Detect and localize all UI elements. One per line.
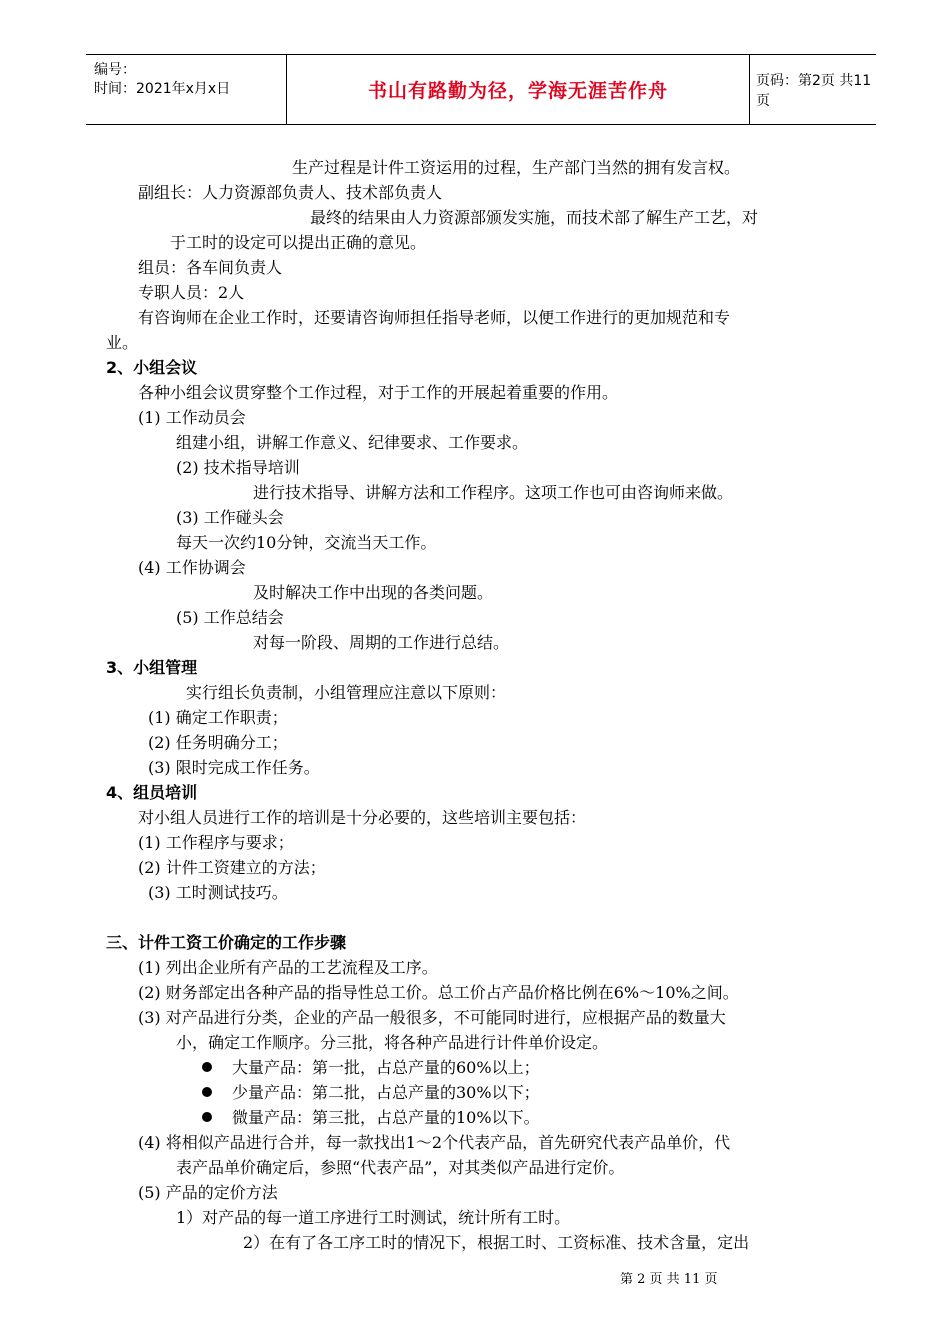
list-item: (2) 技术指导培训: [176, 458, 300, 477]
header-motto-cell: [286, 55, 750, 124]
document-number-label: 编号：: [94, 62, 136, 78]
body-line: 对小组人员进行工作的培训是十分必要的，这些培训主要包括：: [138, 808, 587, 827]
body-line: 表产品单价确定后，参照“代表产品”，对其类似产品进行定价。: [176, 1158, 625, 1177]
list-item: (5) 产品的定价方法: [138, 1183, 278, 1202]
bullet-text: 少量产品：第二批，占总产量的30%以下；: [232, 1083, 540, 1102]
body-line: 小，确定工作顺序。分三批，将各种产品进行计件单价设定。: [176, 1033, 609, 1052]
list-item: (3) 工时测试技巧。: [148, 883, 288, 902]
list-item: (2) 计件工资建立的方法；: [138, 858, 326, 877]
list-item: (1) 列出企业所有产品的工艺流程及工序。: [138, 958, 438, 977]
list-item: (2) 财务部定出各种产品的指导性总工价。总工价占产品价格比例在6%～10%之间。: [138, 983, 739, 1002]
list-item: (2) 任务明确分工；: [148, 733, 288, 752]
body-line: 组员：各车间负责人: [138, 258, 283, 277]
list-item: (5) 工作总结会: [176, 608, 284, 627]
body-line: 各种小组会议贯穿整个工作过程，对于工作的开展起着重要的作用。: [138, 383, 619, 402]
body-line: 实行组长负责制，小组管理应注意以下原则：: [186, 683, 507, 702]
bullet-text: 大量产品：第一批，占总产量的60%以上；: [232, 1058, 540, 1077]
section-heading: 4、组员培训: [106, 783, 198, 802]
list-item: (4) 工作协调会: [138, 558, 246, 577]
header-page-number: 页码：第2页 共11页: [756, 72, 872, 109]
body-line: 最终的结果由人力资源部颁发实施，而技术部了解生产工艺，对: [310, 208, 759, 227]
bullet-item: [202, 1107, 540, 1129]
page-footer: 第 2 页 共 11 页: [620, 1272, 718, 1287]
section-heading: 2、小组会议: [106, 358, 198, 377]
header-info-cell: [86, 55, 286, 124]
list-item: (1) 确定工作职责；: [148, 708, 288, 727]
body-line: 专职人员：2人: [138, 283, 245, 302]
header-page-cell: [748, 55, 876, 124]
bullet-item: [202, 1082, 540, 1104]
body-line: 业。: [106, 333, 139, 352]
bullet-icon: [202, 1112, 212, 1122]
list-item: (4) 将相似产品进行合并，每一款找出1～2个代表产品，首先研究代表产品单价，代: [138, 1133, 731, 1152]
page-header: [86, 54, 876, 125]
document-time-label: 时间：2021年x月x日: [94, 81, 231, 97]
bullet-item: [202, 1057, 540, 1079]
body-line: 生产过程是计件工资运用的过程，生产部门当然的拥有发言权。: [292, 158, 741, 177]
header-motto: 书山有路勤为径，学海无涯苦作舟: [367, 80, 668, 102]
bullet-icon: [202, 1087, 212, 1097]
list-item: (1) 工作程序与要求；: [138, 833, 294, 852]
body-line: 及时解决工作中出现的各类问题。: [253, 583, 494, 602]
body-line: 进行技术指导、讲解方法和工作程序。这项工作也可由咨询师来做。: [253, 483, 734, 502]
body-line: 1）对产品的每一道工序进行工时测试，统计所有工时。: [176, 1208, 571, 1227]
chapter-heading: 三、计件工资工价确定的工作步骤: [106, 933, 347, 952]
list-item: (3) 对产品进行分类，企业的产品一般很多，不可能同时进行，应根据产品的数量大: [138, 1008, 726, 1027]
body-line: 每天一次约10分钟，交流当天工作。: [176, 533, 437, 552]
list-item: (1) 工作动员会: [138, 408, 246, 427]
body-line: 有咨询师在企业工作时，还要请咨询师担任指导老师，以便工作进行的更加规范和专: [138, 308, 731, 327]
list-item: (3) 限时完成工作任务。: [148, 758, 320, 777]
body-line: 2）在有了各工序工时的情况下，根据工时、工资标准、技术含量，定出: [243, 1233, 750, 1252]
bullet-text: 微量产品：第三批，占总产量的10%以下。: [232, 1108, 540, 1127]
body-line: 对每一阶段、周期的工作进行总结。: [253, 633, 510, 652]
bullet-icon: [202, 1062, 212, 1072]
list-item: (3) 工作碰头会: [176, 508, 284, 527]
body-line: 组建小组，讲解工作意义、纪律要求、工作要求。: [176, 433, 529, 452]
section-heading: 3、小组管理: [106, 658, 198, 677]
body-line: 于工时的设定可以提出正确的意见。: [170, 233, 427, 252]
body-line: 副组长：人力资源部负责人、技术部负责人: [138, 183, 443, 202]
